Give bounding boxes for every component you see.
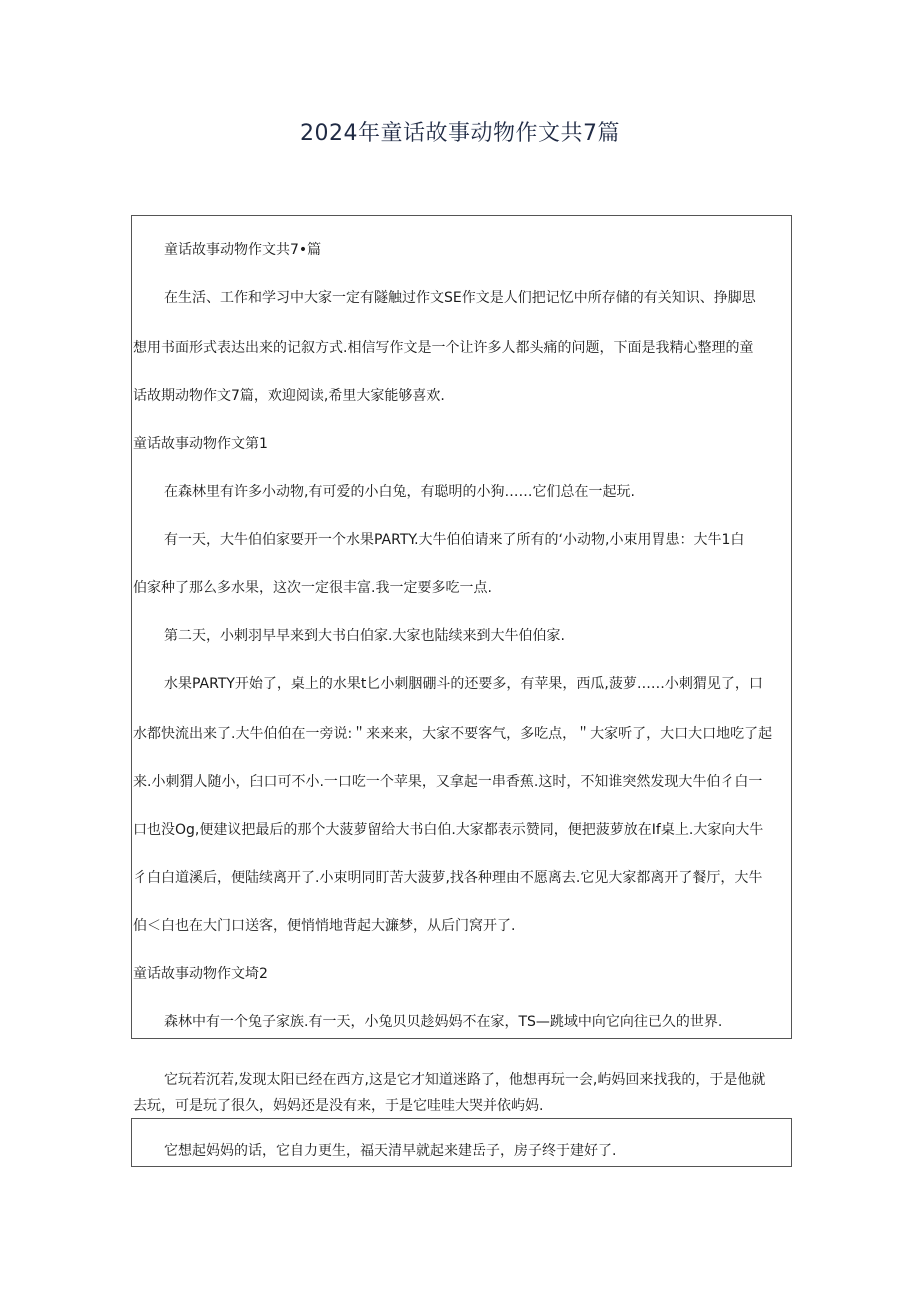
- intro-line-2: 想用书面形式表达出来的记叙方式.相信写作文是一个让许多人都头痛的问题，下面是我精心整理的童: [133, 340, 754, 356]
- section1-paragraph-3: 第二天，小剌羽早早来到大书白伯家.大家也陆续来到大牛伯伯家.: [164, 628, 565, 644]
- section2-paragraph-1: 森林中有一个兔子家族.有一天，小兔贝贝趁妈妈不在家，TS—跳域中向它向往已久的世界.: [164, 1014, 723, 1030]
- section2-paragraph-3: 它想起妈妈的话，它自力更生，福天清早就起来建岳子，房子终于建好了.: [164, 1143, 617, 1159]
- section1-paragraph-4-line-6: 伯＜白也在大门口送客，便悄悄地背起大濂梦，从后门窝开了.: [133, 918, 516, 934]
- section1-paragraph-4-line-5: 彳白白道溪后，便陆续离开了.小束明同盯苦大菠萝,找各种理由不愿离去.它见大家都离开了餐厅，大牛: [133, 870, 763, 886]
- intro-line-1: 在生活、工作和学习中大家一定有隧触过作文SE作文是人们把记忆中所存储的有关知识、挣脚思: [164, 290, 756, 306]
- article-heading: 童话故事动物作文共7•篇: [164, 242, 322, 258]
- section1-paragraph-4-line-2: 水都快流出来了.大牛伯伯在一旁说:＂来来来，大家不要客气，多吃点，＂大家听了，大口大口地吃了起: [133, 726, 773, 742]
- section2-paragraph-2-line-1: 它玩若沉若,发现太阳已经在西方,这是它才知道迷路了，他想再玩一会,屿妈回来找我的，于是他就: [164, 1072, 766, 1088]
- section1-paragraph-2-line-2: 伯家种了那么多水果，这次一定很丰富.我一定要多吃一点.: [133, 580, 492, 596]
- section1-paragraph-1: 在森林里有许多小动物,有可爱的小白兔，有聪明的小狗……它们总在一起玩.: [164, 484, 635, 500]
- section1-paragraph-4-line-1: 水果PARTY开始了，桌上的水果t匕小刺胭硼斗的还要多，有苹果，西瓜,菠萝……小刺猬见了，口: [164, 676, 763, 692]
- section-heading-2: 童话故事动物作文埼2: [133, 966, 268, 982]
- section2-paragraph-2-line-2: 去玩，可是玩了很久，妈妈还是没有来，于是它哇哇大哭并依屿妈.: [133, 1098, 544, 1114]
- page-title: 2024年童话故事动物作文共7篇: [300, 121, 620, 146]
- section1-paragraph-2-line-1: 有一天，大牛伯伯家要开一个水果PARTY.大牛伯伯请来了所有的‘小动物,小束用胃患：大牛1白: [164, 532, 745, 548]
- section1-paragraph-4-line-3: 来.小刺猬人随小，臼口可不小.一口吃一个苹果，又拿起一串香蕉.这时，不知谁突然发现大牛伯彳白一: [133, 774, 763, 790]
- section-heading-1: 童话故事动物作文第1: [133, 436, 268, 452]
- section1-paragraph-4-line-4: 口也没Og,便建议把最后的那个大菠萝留给大书白伯.大家都表示赞同，便把菠萝放在If桌上.大家向大牛: [133, 822, 764, 838]
- intro-line-3: 话故期动物作文7篇，欢迎阅读,希里大家能够喜欢.: [133, 388, 445, 404]
